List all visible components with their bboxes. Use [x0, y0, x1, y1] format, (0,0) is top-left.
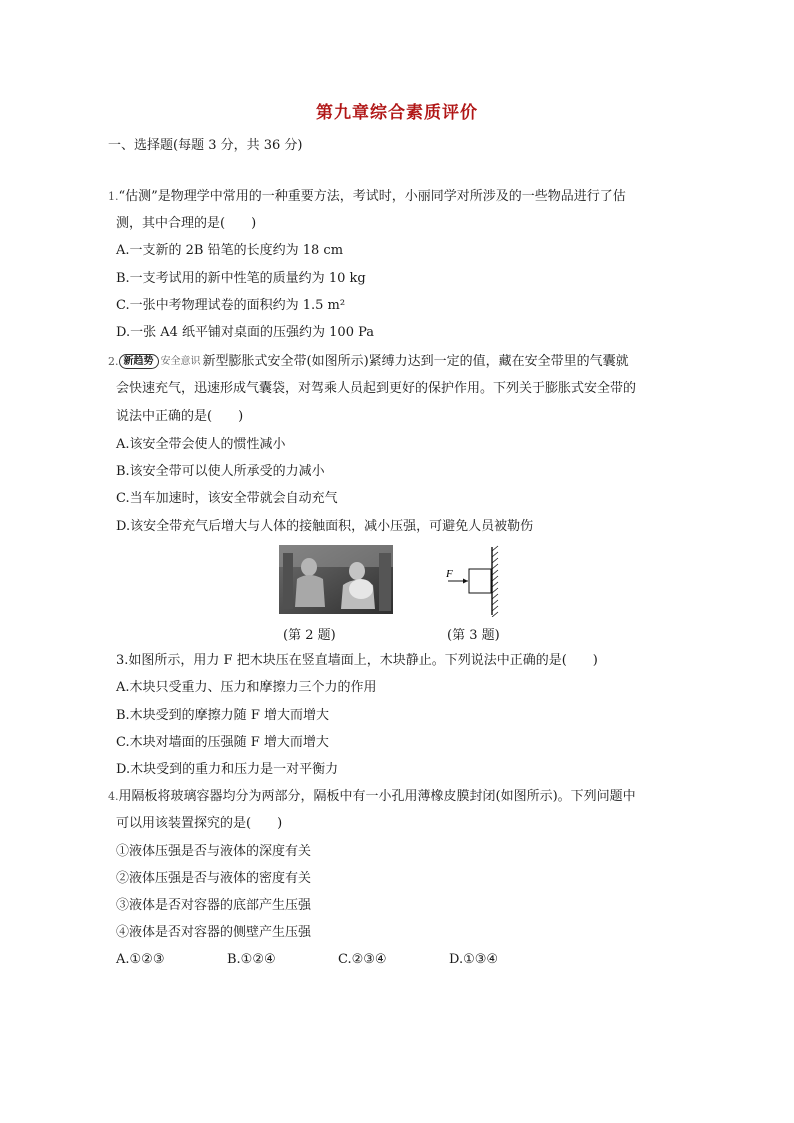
question-3-option-d: D.木块受到的重力和压力是一对平衡力 [116, 762, 339, 777]
trend-badge [119, 352, 201, 371]
question-3-option-b: B.木块受到的摩擦力随 F 增大而增大 [116, 708, 329, 723]
question-3-line-1: 3.如图所示，用力 F 把木块压在竖直墙面上，木块静止。下列说法中正确的是( ) [116, 653, 598, 668]
question-4-option-b: B.①②④ [227, 952, 276, 967]
question-2-line-2: 会快速充气，迅速形成气囊袋，对驾乘人员起到更好的保护作用。下列关于膨胀式安全带的 [116, 381, 637, 396]
section-heading: 一、选择题(每题 3 分，共 36 分) [108, 138, 303, 153]
question-1-number: 1. [108, 190, 119, 203]
question-3-option-c: C.木块对墙面的压强随 F 增大而增大 [116, 735, 329, 750]
question-4-number: 4. [108, 790, 119, 803]
page-title: 第九章综合素质评价 [316, 103, 478, 123]
question-4-statement-1: ①液体压强是否与液体的深度有关 [116, 844, 312, 859]
question-1-option-c: C.一张中考物理试卷的面积约为 1.5 m² [116, 298, 346, 313]
question-1-option-b: B.一支考试用的新中性笔的质量约为 10 kg [116, 271, 366, 286]
question-1-option-d: D.一张 A4 纸平铺对桌面的压强约为 100 Pa [116, 325, 375, 340]
question-2-line-1 [108, 352, 629, 371]
question-1-text: “估测”是物理学中常用的一种重要方法，考试时，小丽同学对所涉及的一些物品进行了估 [118, 189, 626, 204]
trend-badge-label: 新趋势 [119, 354, 159, 369]
question-2-text: 新型膨胀式安全带(如图所示)紧缚力达到一定的值，藏在安全带里的气囊就 [202, 354, 629, 369]
question-4-line-1 [108, 788, 636, 806]
question-4-statement-2: ②液体压强是否与液体的密度有关 [116, 871, 312, 886]
question-4-statement-3: ③液体是否对容器的底部产生压强 [116, 898, 312, 913]
trend-badge-topic: 安全意识 [160, 356, 201, 367]
question-1-line-1 [108, 188, 626, 206]
question-2-option-c: C.当车加速时，该安全带就会自动充气 [116, 491, 338, 506]
force-label: F [446, 568, 453, 580]
question-2-line-3: 说法中正确的是( ) [116, 409, 244, 424]
question-1-option-a: A.一支新的 2B 铅笔的长度约为 18 cm [116, 243, 344, 258]
question-2-option-a: A.该安全带会使人的惯性减小 [116, 437, 286, 452]
question-4-text: 用隔板将玻璃容器均分为两部分，隔板中有一小孔用薄橡皮膜封闭(如图所示)。下列问题中 [118, 789, 636, 804]
figure-2-caption: (第 2 题) [283, 628, 336, 643]
question-3-option-a: A.木块只受重力、压力和摩擦力三个力的作用 [116, 680, 377, 695]
block-wall-diagram [444, 545, 504, 617]
figure-3-caption: (第 3 题) [447, 628, 500, 643]
question-4-option-a: A.①②③ [116, 952, 165, 967]
question-2-option-d: D.该安全带充气后增大与人体的接触面积，减小压强，可避免人员被勒伤 [116, 519, 534, 534]
question-4-choices [116, 952, 560, 967]
question-2-number: 2. [108, 355, 119, 368]
question-2-option-b: B.该安全带可以使人所承受的力减小 [116, 464, 325, 479]
seatbelt-photo [279, 545, 393, 614]
question-1-line-2: 测，其中合理的是( ) [116, 216, 257, 231]
question-4-option-c: C.②③④ [338, 952, 387, 967]
question-4-statement-4: ④液体是否对容器的侧壁产生压强 [116, 925, 312, 940]
question-4-option-d: D.①③④ [449, 952, 499, 967]
question-4-line-2: 可以用该装置探究的是( ) [116, 816, 283, 831]
